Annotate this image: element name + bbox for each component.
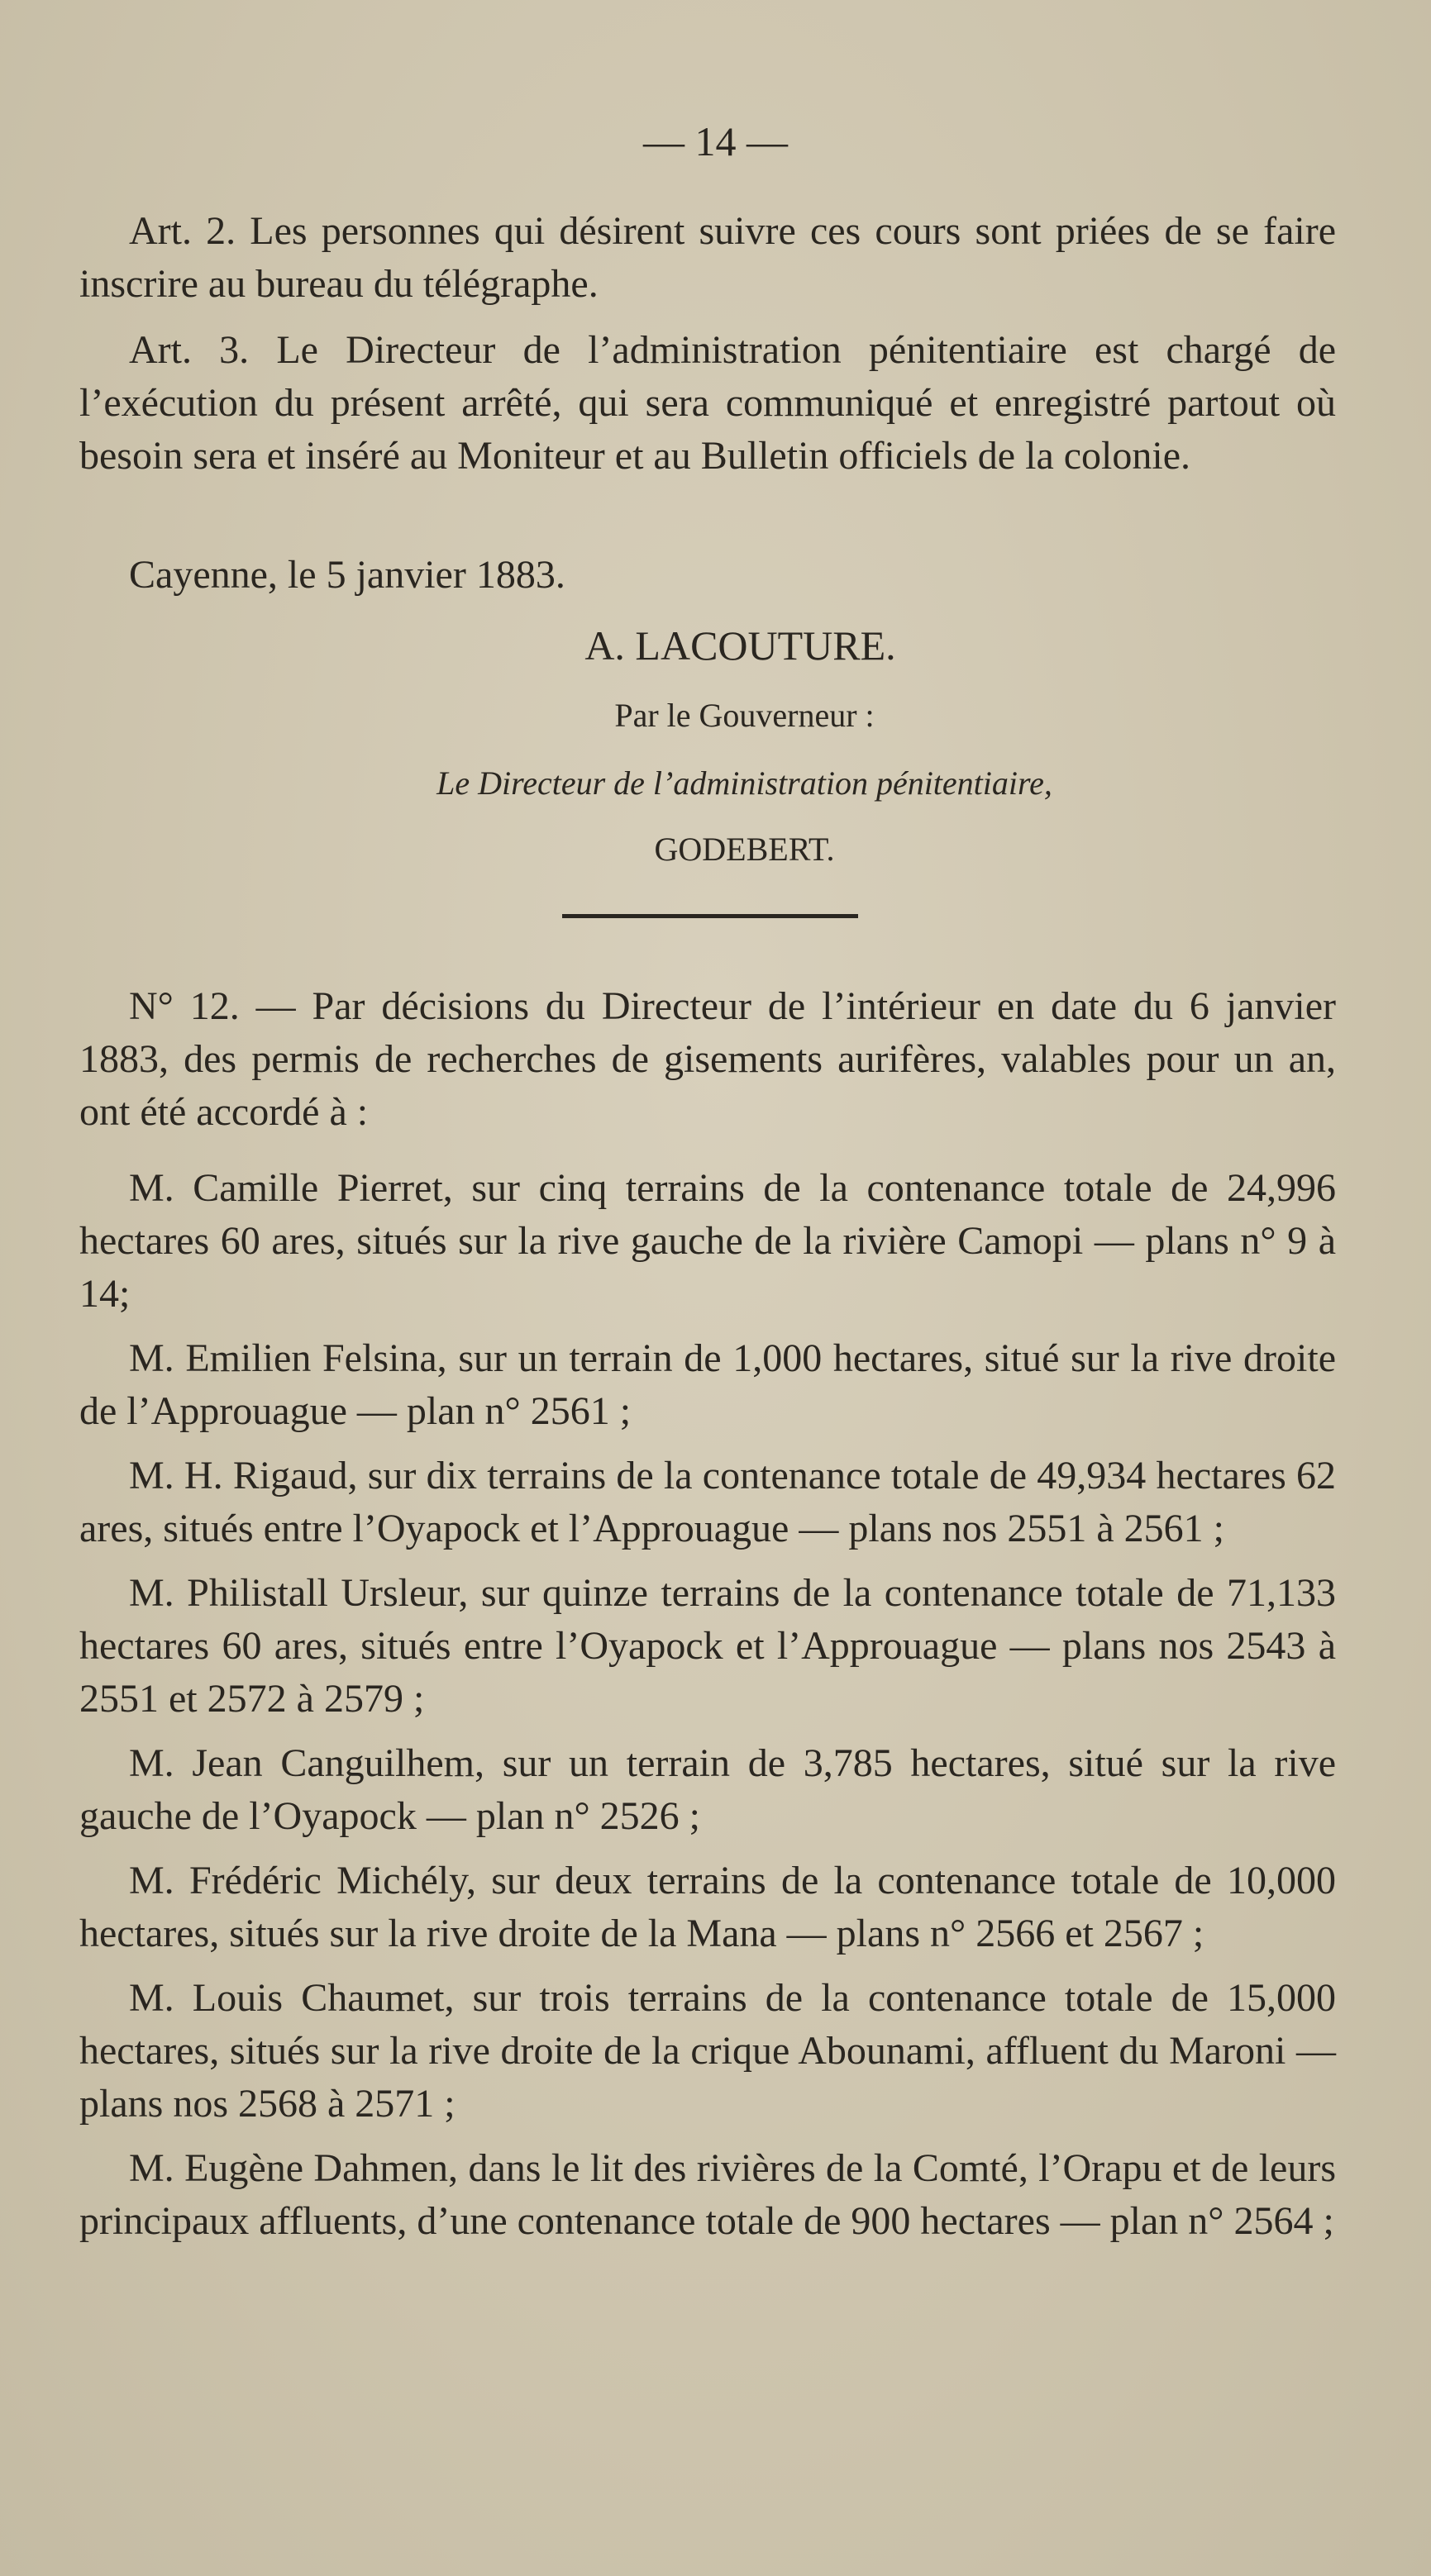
- list-item: M. Camille Pierret, sur cinq terrains de la contenance totale de 24,996 hectares 60 ares, situés sur la rive gauche de la rivière Camopi — plans n° 9 à 14;: [79, 1166, 1336, 1316]
- list-item: M. Emilien Felsina, sur un terrain de 1,000 hectares, situé sur la rive droite de l’Approuague — plan n° 2561 ;: [79, 1336, 1336, 1433]
- decision-n12: [79, 980, 1336, 1139]
- directeur-line: Le Directeur de l’administration pénitentiaire,: [436, 764, 1052, 802]
- list-item: M. H. Rigaud, sur dix terrains de la contenance totale de 49,934 hectares 62 ares, situés entre l’Oyapock et l’Approuague — plans nos 2551 à 2561 ;: [79, 1454, 1336, 1550]
- article-3: [79, 324, 1336, 483]
- entry-list: [79, 1162, 1336, 2248]
- article-2-text: Art. 2. Les personnes qui désirent suivre ces cours sont priées de se faire inscrire au bureau du télégraphe.: [79, 209, 1336, 306]
- article-3-text: Art. 3. Le Directeur de l’administration pénitentiaire est chargé de l’exécution du présent arrêté, qui sera communiqué et enregistré partout où besoin sera et inséré au Moniteur et au Bulletin officiels de la colonie.: [79, 328, 1336, 478]
- page-number: — 14 —: [643, 118, 788, 164]
- signatory: A. LACOUTURE.: [584, 622, 896, 669]
- list-item: M. Philistall Ursleur, sur quinze terrains de la contenance totale de 71,133 hectares 60 ares, situés entre l’Oyapock et l’Approuague — plans nos 2543 à 2551 et 2572 à 2579 ;: [79, 1571, 1336, 1721]
- list-item: M. Eugène Dahmen, dans le lit des rivières de la Comté, l’Orapu et de leurs principaux affluents, d’une contenance totale de 900 hectares — plan n° 2564 ;: [79, 2146, 1336, 2243]
- list-item: M. Louis Chaumet, sur trois terrains de la contenance totale de 15,000 hectares, situés sur la rive droite de la crique Abounami, affluent du Maroni — plans nos 2568 à 2571 ;: [79, 1976, 1336, 2126]
- list-item: M. Jean Canguilhem, sur un terrain de 3,785 hectares, situé sur la rive gauche de l’Oyapock — plan n° 2526 ;: [79, 1741, 1336, 1838]
- par-le-gouverneur: Par le Gouverneur :: [614, 697, 875, 734]
- decision-n12-text: N° 12. — Par décisions du Directeur de l’intérieur en date du 6 janvier 1883, des permis de recherches de gisements aurifères, valables pour un an, ont été accordé à :: [79, 984, 1336, 1134]
- godebert-signature: GODEBERT.: [654, 831, 835, 868]
- date-line: [79, 549, 1336, 602]
- date-line-text: Cayenne, le 5 janvier 1883.: [129, 553, 565, 597]
- article-2: [79, 205, 1336, 311]
- list-item: M. Frédéric Michély, sur deux terrains de la contenance totale de 10,000 hectares, situés sur la rive droite de la Mana — plans n° 2566 et 2567 ;: [79, 1859, 1336, 1955]
- separator-rule: [562, 914, 858, 918]
